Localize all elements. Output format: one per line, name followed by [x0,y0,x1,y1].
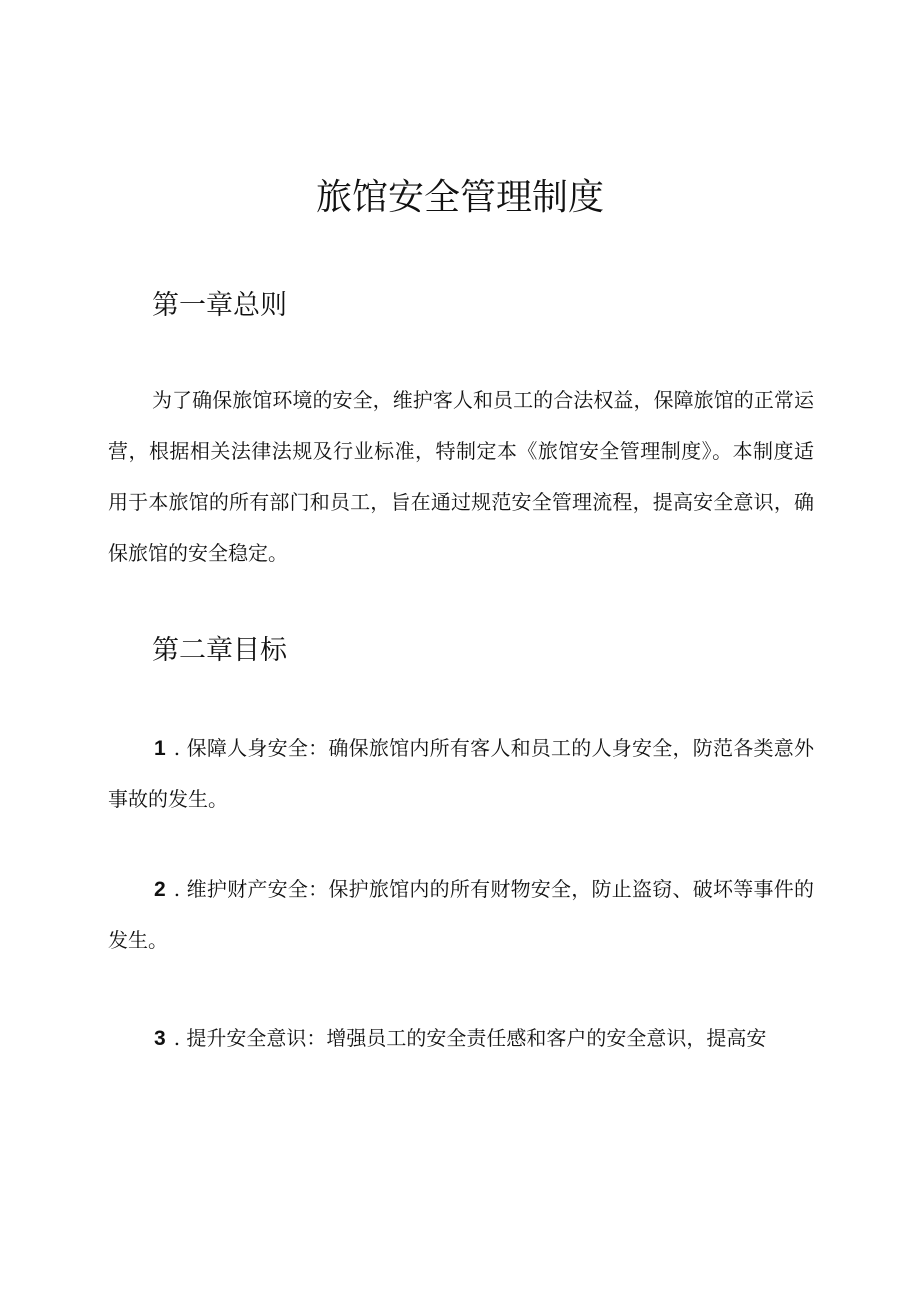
goal-item-2-text: . 维护财产安全：保护旅馆内的所有财物安全，防止盗窃、破坏等事件的发生。 [108,877,814,952]
document-title: 旅馆安全管理制度 [315,177,604,218]
goal-item-1 [108,723,814,825]
goal-item-1-text: . 保障人身安全：确保旅馆内所有客人和员工的人身安全，防范各类意外事故的发生。 [108,736,814,811]
chapter-1-paragraph: 为了确保旅馆环境的安全，维护客人和员工的合法权益，保障旅馆的正常运营，根据相关法律法规及行业标准，特制定本《旅馆安全管理制度》。本制度适用于本旅馆的所有部门和员工，旨在通过规范安全管理流程，提高安全意识，确保旅馆的安全稳定。 [108,388,814,565]
goal-item-1-number: 1 [154,737,166,760]
goal-item-2 [108,864,814,966]
goal-item-3 [108,1013,814,1064]
chapter-1-heading: 第一章总则 [152,290,287,321]
goal-item-2-number: 2 [154,878,166,901]
goal-item-3-text: . 提升安全意识：增强员工的安全责任感和客户的安全意识，提高安 [173,1026,767,1050]
chapter-2-heading: 第二章目标 [152,635,287,666]
goal-item-3-number: 3 [154,1027,166,1050]
